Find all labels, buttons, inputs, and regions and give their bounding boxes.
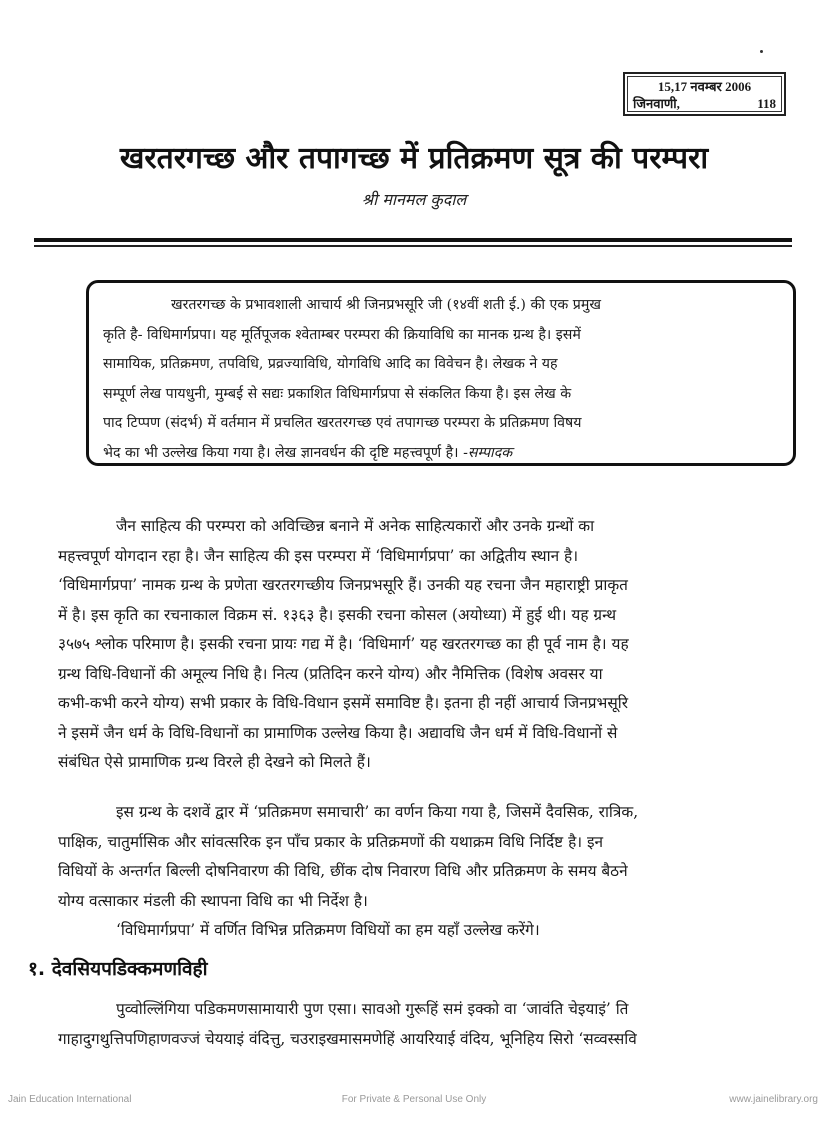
paragraph-line: पाक्षिक, चातुर्मासिक और सांवत्सरिक इन पाँच प्रकार के प्रतिक्रमणों की यथाक्रम विधि निर्दिष्ट है। इन — [58, 832, 604, 851]
footer-website-link[interactable]: www.jainelibrary.org — [729, 1094, 818, 1105]
editor-note-box — [86, 280, 796, 466]
section-paragraph — [58, 995, 826, 1054]
editor-note-text: भेद का भी उल्लेख किया गया है। लेख ज्ञानवर्धन की दृष्टि महत्त्वपूर्ण है। — [103, 444, 459, 461]
editor-note-line — [103, 439, 779, 469]
title-rule-thin — [34, 245, 792, 247]
paragraph-line: ने इसमें जैन धर्म के विधि-विधानों का प्रामाणिक उल्लेख किया है। अद्यावधि जैन धर्म में विधि-विधानों से — [58, 723, 618, 742]
article-title: खरतरगच्छ और तपागच्छ में प्रतिक्रमण सूत्र की परम्परा — [119, 141, 709, 176]
paragraph-line: ‘विधिमार्गप्रपा’ में वर्णित विभिन्न प्रतिक्रमण विधियों का हम यहाँ उल्लेख करेंगे। — [116, 921, 540, 939]
paragraph-line: में है। इस कृति का रचनाकाल विक्रम सं. १३६३ है। इसकी रचना कोसल (अयोध्या) में हुई थी। यह ग्रन्थ — [58, 605, 617, 624]
paragraph-line: गाहादुगथुत्तिपणिहाणवज्जं चेययाइं वंदित्तु, चउराइखमासमणेहिं आयरियाई वंदिय, भूनिहिय सिरो ‘सव्वस्सवि — [58, 1029, 637, 1048]
publication-name: जिनवाणी, — [633, 96, 680, 111]
paragraph-line: विधियों के अन्तर्गत बिल्ली दोषनिवारण की विधि, छींक दोष निवारण विधि और प्रतिक्रमण के समय बैठने — [58, 862, 628, 880]
paragraph-2 — [58, 798, 826, 946]
title-rule-thick — [34, 238, 792, 242]
editor-note-line: पाद टिप्पण (संदर्भ) में वर्तमान में प्रचलित खरतरगच्छ एवं तपागच्छ परम्परा के प्रतिक्रमण विषय — [103, 415, 582, 431]
footer-usage-note: For Private & Personal Use Only — [341, 1094, 487, 1105]
scan-speck — [760, 50, 763, 53]
paragraph-line: कभी-कभी करने योग्य) सभी प्रकार के विधि-विधान इसमें समाविष्ट है। इतना ही नहीं आचार्य जिनप्रभसूरि — [58, 694, 629, 712]
page-number: 118 — [757, 96, 776, 111]
paragraph-line: ३५७५ श्लोक परिमाण है। इसकी रचना प्रायः गद्य में है। ‘विधिमार्ग’ यह खरतरगच्छ का ही पूर्व नाम है। यह — [58, 635, 629, 653]
issue-stamp — [623, 72, 786, 116]
paragraph-line: महत्त्वपूर्ण योगदान रहा है। जैन साहित्य की इस परम्परा में ‘विधिमार्गप्रपा’ का अद्वितीय स्थान है। — [58, 546, 579, 565]
page-footer — [0, 1094, 828, 1108]
editor-note-line: सम्पूर्ण लेख पायधुनी, मुम्बई से सद्यः प्रकाशित विधिमार्गप्रपा से संकलित किया है। इस लेख के — [103, 385, 572, 402]
article-author: श्री मानमल कुदाल — [361, 190, 467, 209]
paragraph-line: योग्य वत्साकार मंडली की स्थापना विधि का भी निर्देश है। — [58, 891, 368, 910]
paragraph-line: ‘विधिमार्गप्रपा’ नामक ग्रन्थ के प्रणेता खरतरगच्छीय जिनप्रभसूरि हैं। उनकी यह रचना जैन महाराष्ट्री प्राकृत — [58, 576, 628, 594]
paragraph-line: ग्रन्थ विधि-विधानों की अमूल्य निधि है। नित्य (प्रतिदिन करने योग्य) और नैमित्तिक (विशेष अवसर या — [58, 664, 603, 683]
editor-note-line: खरतरगच्छ के प्रभावशाली आचार्य श्री जिनप्रभसूरि जी (१४वीं शती ई.) की एक प्रमुख — [171, 297, 601, 313]
issue-date: 15,17 नवम्बर 2006 — [657, 79, 752, 94]
paragraph-line: पुव्वोल्लिंगिया पडिकमणसामायारी पुण एसा। सावओ गुरूहिं समं इक्को वा ‘जावंति चेइयाइं’ ति — [116, 1000, 629, 1018]
editor-signature: -सम्पादक — [463, 444, 513, 461]
paragraph-line: जैन साहित्य की परम्परा को अविच्छिन्न बनाने में अनेक साहित्यकारों और उनके ग्रन्थों का — [116, 517, 595, 535]
section-heading: १. देवसियपडिक्कमणविही — [28, 958, 208, 980]
paragraph-line: संबंधित ऐसे प्रामाणिक ग्रन्थ विरले ही देखने को मिलते हैं। — [58, 753, 371, 771]
editor-note-line: सामायिक, प्रतिक्रमण, तपविधि, प्रव्रज्याविधि, योगविधि आदि का विवेचन है। लेखक ने यह — [103, 356, 558, 372]
paragraph-1 — [58, 512, 826, 778]
paragraph-line: इस ग्रन्थ के दशवें द्वार में ‘प्रतिक्रमण समाचारी’ का वर्णन किया गया है, जिसमें दैवसिक, रात्रिक, — [116, 803, 639, 821]
footer-publisher: Jain Education International — [8, 1094, 132, 1105]
editor-note-line: कृति है- विधिमार्गप्रपा। यह मूर्तिपूजक श्वेताम्बर परम्परा की क्रियाविधि का मानक ग्रन्थ है। इसमें — [103, 326, 581, 343]
